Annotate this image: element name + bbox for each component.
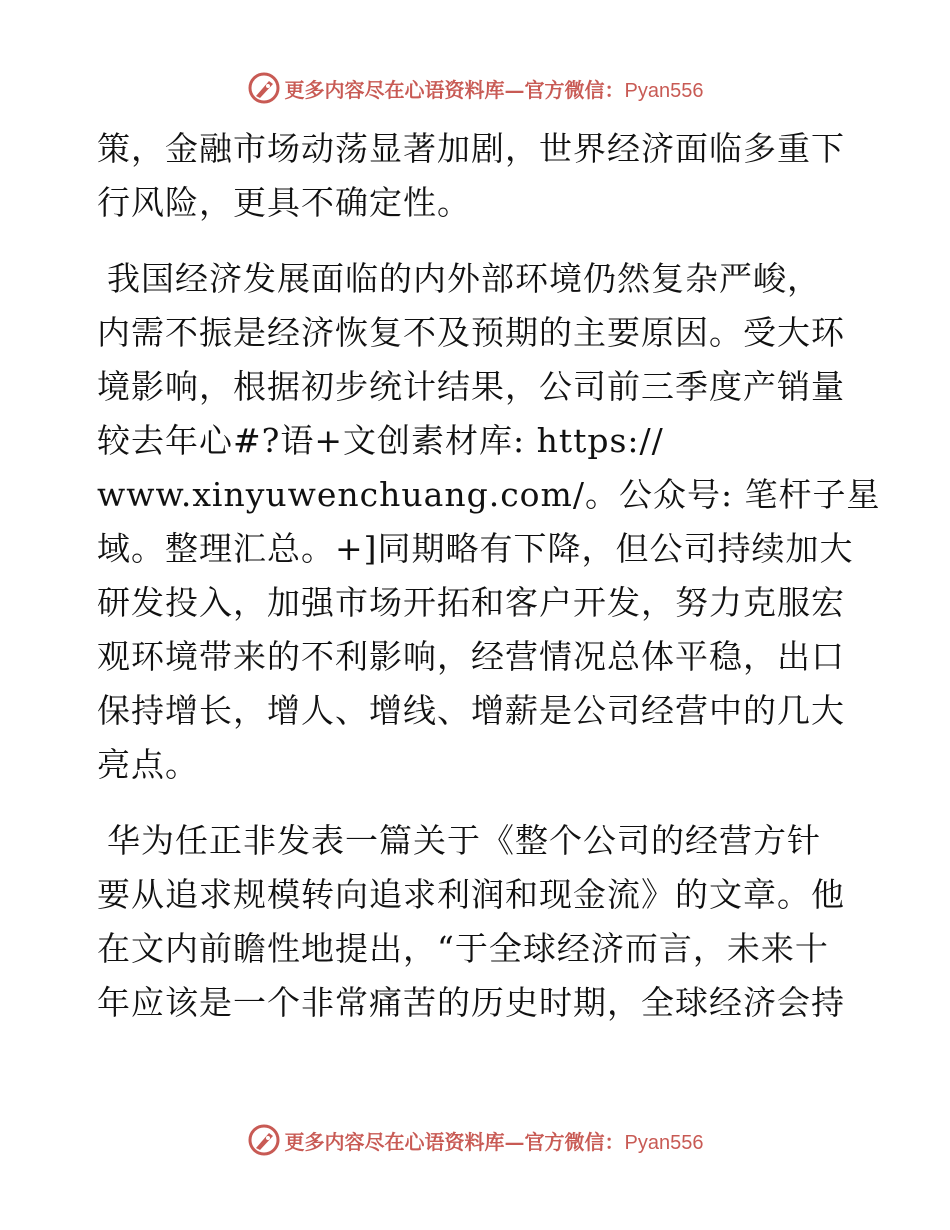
text-line: www.xinyuwenchuang.com/。公众号: 笔杆子星 [97, 475, 881, 514]
footer-dash: — [504, 1129, 525, 1154]
header-brand: 更多内容尽在心语资料库 [284, 77, 505, 102]
text-line: 保持增长，增人、增线、增薪是公司经营中的几大 [97, 691, 845, 730]
paragraph-2 [97, 252, 881, 792]
header-banner [0, 68, 950, 108]
text-line: 华为任正非发表一篇关于《整个公司的经营方针 [107, 821, 821, 860]
header-dash: — [504, 77, 525, 102]
text-line: 亮点。 [97, 745, 199, 784]
text-line: 我国经济发展面临的内外部环境仍然复杂严峻， [107, 259, 821, 298]
header-wechat-label: 官方微信： [524, 77, 625, 102]
footer-wechat-label: 官方微信： [524, 1129, 625, 1154]
footer-banner [0, 1120, 950, 1160]
text-line: 策，金融市场动荡显著加剧，世界经济面临多重下 [97, 129, 845, 168]
text-line: 域。整理汇总。+]同期略有下降，但公司持续加大 [97, 529, 854, 568]
text-line: 在文内前瞻性地提出，“于全球经济而言，未来十 [97, 929, 829, 968]
text-line: 境影响，根据初步统计结果，公司前三季度产销量 [97, 367, 845, 406]
text-line: 年应该是一个非常痛苦的历史时期，全球经济会持 [97, 983, 845, 1022]
pen-nib-logo-icon [247, 71, 281, 105]
document-body [97, 122, 881, 1030]
paragraph-3 [97, 814, 857, 1030]
text-line: 行风险，更具不确定性。 [97, 183, 471, 222]
footer-brand: 更多内容尽在心语资料库 [284, 1129, 505, 1154]
text-line: 研发投入，加强市场开拓和客户开发，努力克服宏 [97, 583, 845, 622]
paragraph-1 [97, 122, 857, 230]
footer-wechat-id: Pyan556 [624, 1131, 704, 1154]
text-line: 内需不振是经济恢复不及预期的主要原因。受大环 [97, 313, 845, 352]
header-wechat-id: Pyan556 [624, 79, 704, 102]
pen-nib-logo-icon [247, 1123, 281, 1157]
text-line: 观环境带来的不利影响，经营情况总体平稳，出口 [97, 637, 845, 676]
text-line: 要从追求规模转向追求利润和现金流》的文章。他 [97, 875, 845, 914]
footer-banner-text [285, 1126, 704, 1155]
header-banner-text [285, 74, 704, 103]
text-line: 较去年心#?语+文创素材库: https:// [97, 421, 664, 460]
